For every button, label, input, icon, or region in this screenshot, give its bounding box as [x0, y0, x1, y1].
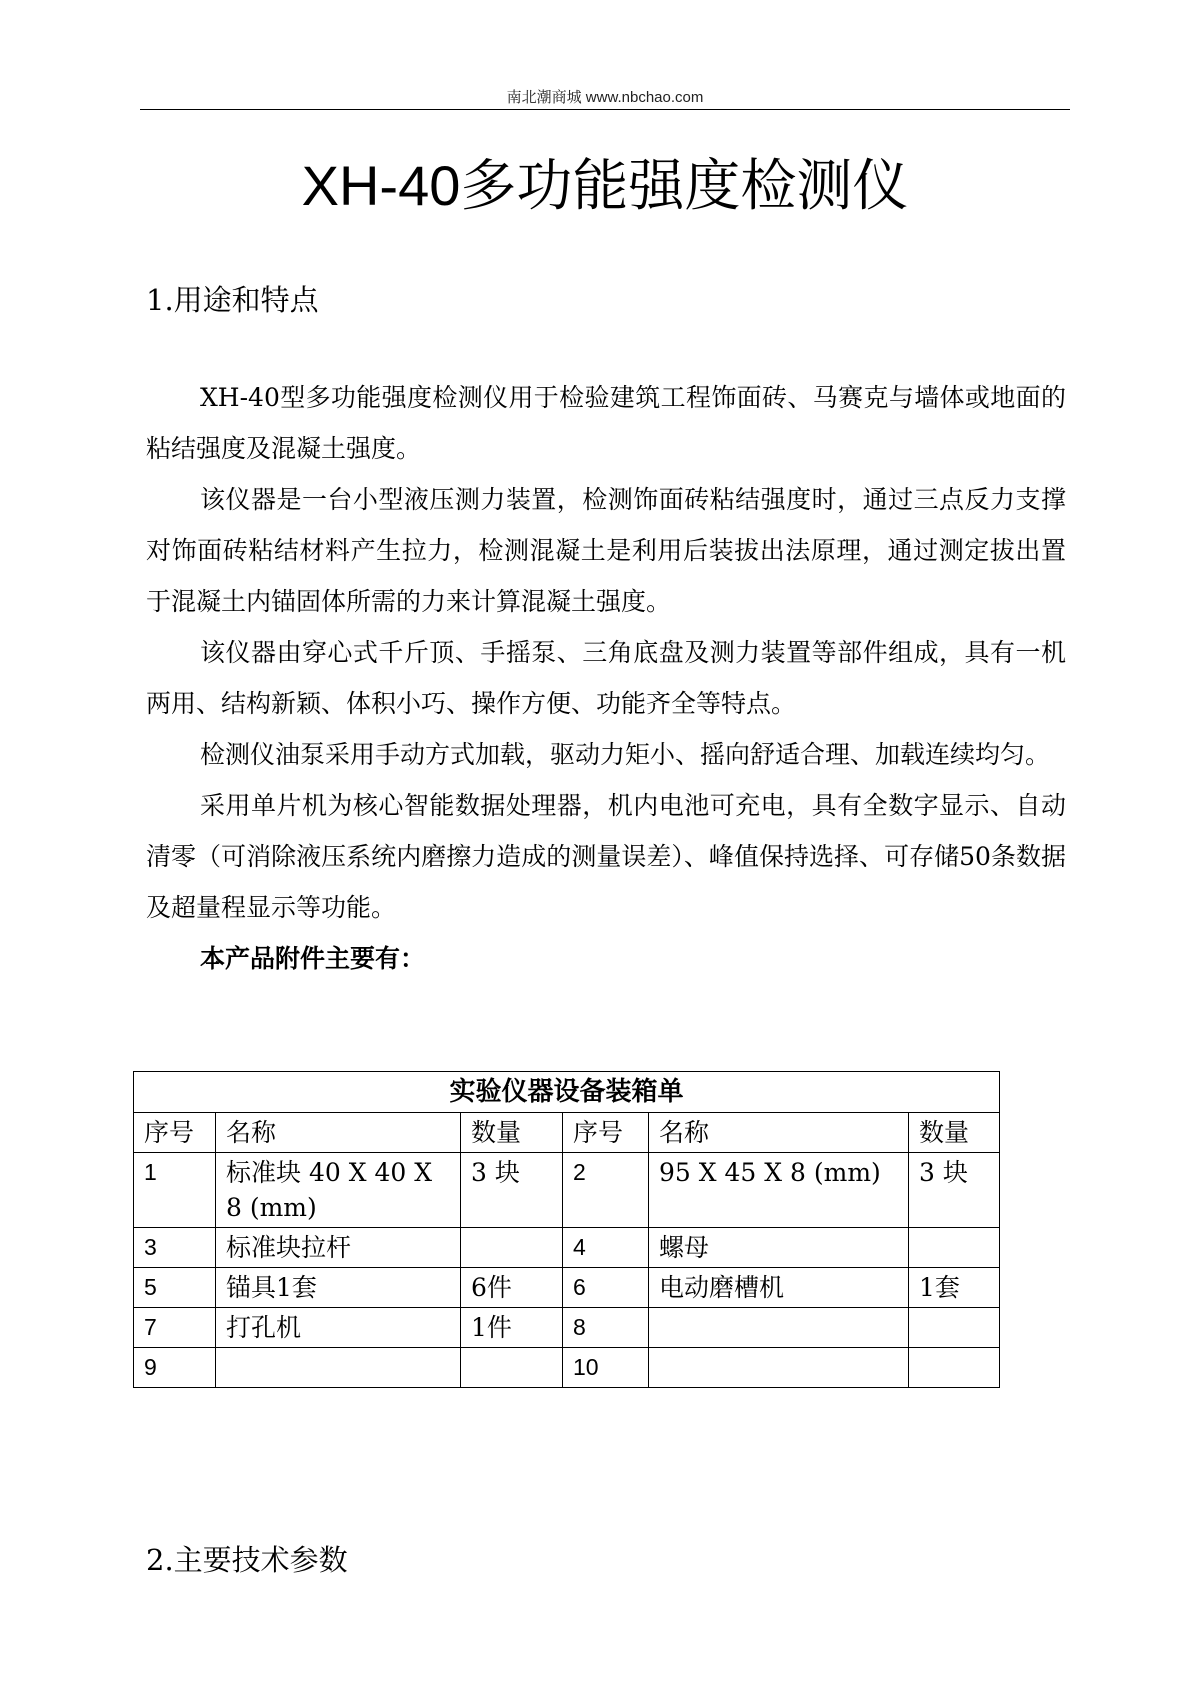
paragraph: 该仪器是一台小型液压测力装置，检测饰面砖粘结强度时，通过三点反力支撑对饰面砖粘结材料产生拉力，检测混凝土是利用后装拔出法原理，通过测定拔出置于混凝土内锚固体所需的力来计算混凝土强度。 [146, 485, 1066, 616]
table-cell: 95 X 45 X 8 (mm) [649, 1153, 909, 1228]
table-cell [909, 1348, 1000, 1388]
table-cell: 3 块 [461, 1153, 563, 1228]
table-cell: 2 [563, 1153, 649, 1228]
table-cell: 打孔机 [216, 1308, 461, 1348]
table-caption: 实验仪器设备装箱单 [134, 1072, 1000, 1113]
section-heading-purpose: 1.用途和特点 [146, 283, 319, 317]
section-heading-specs: 2.主要技术参数 [146, 1543, 348, 1577]
table-cell [649, 1308, 909, 1348]
table-header-row [134, 1113, 1000, 1153]
paragraph: 检测仪油泵采用手动方式加载，驱动力矩小、摇向舒适合理、加载连续均匀。 [200, 740, 1051, 769]
table-cell [461, 1348, 563, 1388]
header-cell: 序号 [134, 1113, 216, 1153]
table-cell: 标准块拉杆 [216, 1228, 461, 1268]
header-cell: 数量 [909, 1113, 1000, 1153]
table-cell: 4 [563, 1228, 649, 1268]
table-cell [909, 1228, 1000, 1268]
page-header: 南北潮商城 www.nbchao.com [506, 89, 704, 106]
table-cell [461, 1228, 563, 1268]
table-cell: 电动磨槽机 [649, 1268, 909, 1308]
table-cell: 10 [563, 1348, 649, 1388]
table-cell: 7 [134, 1308, 216, 1348]
table-cell [216, 1348, 461, 1388]
table-cell: 1套 [909, 1268, 1000, 1308]
accessories-label: 本产品附件主要有： [200, 944, 426, 973]
table-cell: 1件 [461, 1308, 563, 1348]
header-cell: 数量 [461, 1113, 563, 1153]
header-cell: 名称 [216, 1113, 461, 1153]
table-cell: 1 [134, 1153, 216, 1228]
table-cell [649, 1348, 909, 1388]
table-row [134, 1268, 1000, 1308]
table-cell: 3 块 [909, 1153, 1000, 1228]
table-cell: 9 [134, 1348, 216, 1388]
table-row [134, 1348, 1000, 1388]
table-row [134, 1228, 1000, 1268]
paragraph: 采用单片机为核心智能数据处理器，机内电池可充电，具有全数字显示、自动清零（可消除液压系统内磨擦力造成的测量误差）、峰值保持选择、可存储50条数据及超量程显示等功能。 [146, 791, 1066, 922]
table-cell: 8 [563, 1308, 649, 1348]
table-cell: 锚具1套 [216, 1268, 461, 1308]
table-row [134, 1308, 1000, 1348]
table-cell: 标准块 40 X 40 X 8 (mm) [216, 1153, 461, 1228]
table-cell: 6件 [461, 1268, 563, 1308]
table-cell: 螺母 [649, 1228, 909, 1268]
paragraph: 该仪器由穿心式千斤顶、手摇泵、三角底盘及测力装置等部件组成，具有一机两用、结构新颖、体积小巧、操作方便、功能齐全等特点。 [146, 638, 1066, 718]
header-cell: 序号 [563, 1113, 649, 1153]
table-row [134, 1153, 1000, 1228]
table-cell: 5 [134, 1268, 216, 1308]
table-cell: 3 [134, 1228, 216, 1268]
table-cell [909, 1308, 1000, 1348]
packing-list-table [133, 1071, 1000, 1388]
section-body [146, 372, 1066, 984]
header-cell: 名称 [649, 1113, 909, 1153]
document-title: XH-40多功能强度检测仪 [301, 154, 909, 217]
paragraph: XH-40型多功能强度检测仪用于检验建筑工程饰面砖、马赛克与墙体或地面的粘结强度及混凝土强度。 [146, 383, 1066, 463]
header-divider [140, 109, 1070, 110]
table-cell: 6 [563, 1268, 649, 1308]
